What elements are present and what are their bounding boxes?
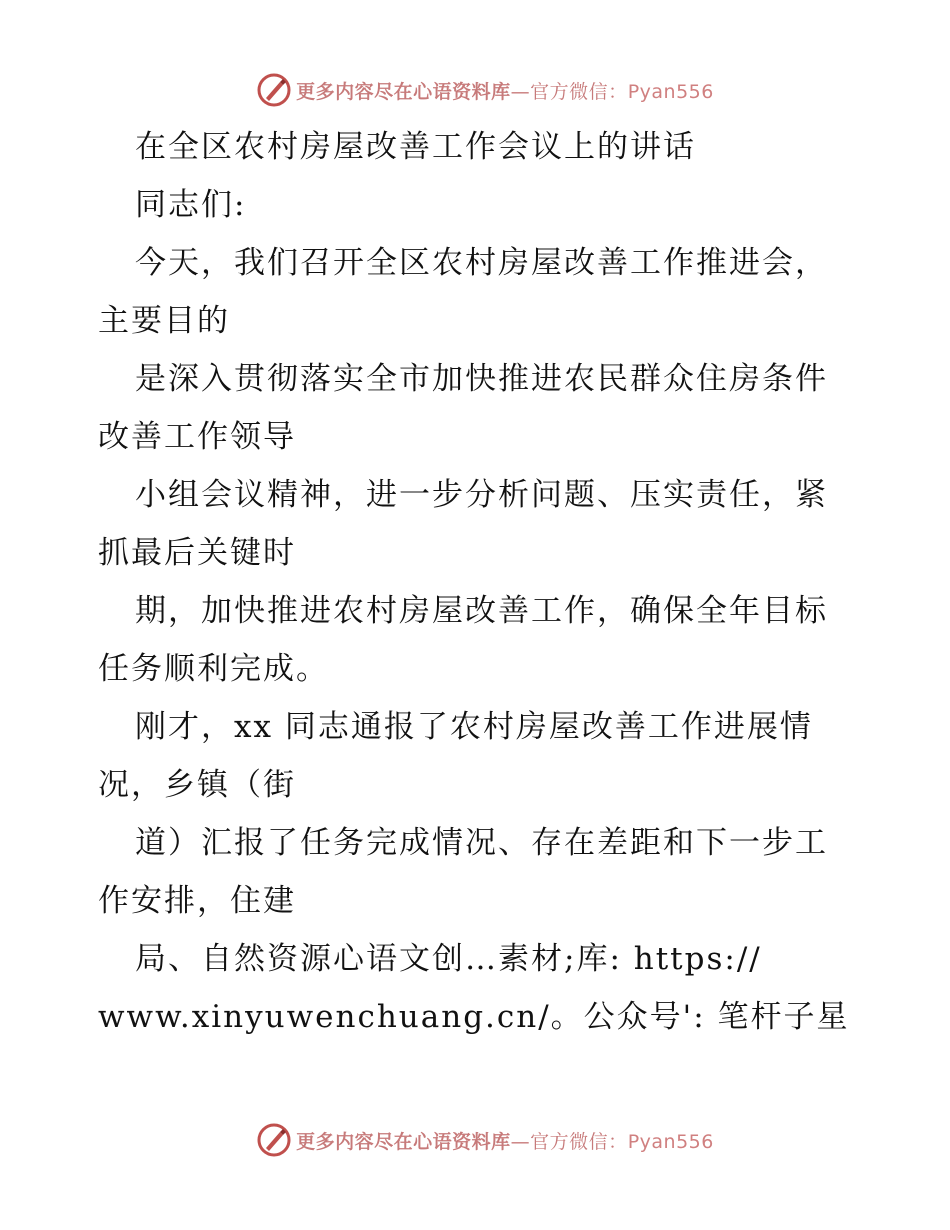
watermark-wechat-id: Pyan556 [627,80,714,103]
salutation: 同志们: [135,187,247,223]
text-line: 是深入贯彻落实全市加快推进农民群众住房条件 [135,361,828,397]
watermark-main-text: 更多内容尽在心语资料库 [296,1130,511,1153]
watermark-footer-inner [256,1122,714,1158]
watermark-separator: — [510,1130,531,1153]
text-line: 今天，我们召开全区农村房屋改善工作推进会， [135,245,828,281]
pen-logo-icon [256,1122,292,1158]
watermark-footer [0,1120,950,1160]
text-line: 道）汇报了任务完成情况、存在差距和下一步工 [135,825,828,861]
watermark-header [0,70,950,110]
watermark-label: 官方微信： [530,80,628,103]
watermark-header-text [296,77,714,104]
text-line: 任务顺利完成。 [98,651,329,687]
watermark-footer-text [296,1127,714,1154]
text-line: 改善工作领导 [98,419,296,455]
watermark-wechat-id: Pyan556 [627,1130,714,1153]
text-line: 小组会议精神，进一步分析问题、压实责任，紧 [135,477,828,513]
text-line: www.xinyuwenchuang.cn/。公众号': 笔杆子星 [98,999,850,1035]
document-body [98,118,858,1046]
text-line: 期，加快推进农村房屋改善工作，确保全年目标 [135,593,828,629]
text-line: 作安排，住建 [98,883,296,919]
text-line: 抓最后关键时 [98,535,296,571]
text-line: 刚才，xx 同志通报了农村房屋改善工作进展情 [135,709,813,745]
pen-logo-icon [256,72,292,108]
text-line: 主要目的 [98,303,230,339]
text-line: 况，乡镇（街 [98,767,296,803]
watermark-label: 官方微信： [530,1130,628,1153]
text-line: 局、自然资源心语文创…素材;库: https:// [135,941,762,977]
watermark-main-text: 更多内容尽在心语资料库 [296,80,511,103]
watermark-header-inner [256,72,714,108]
document-title: 在全区农村房屋改善工作会议上的讲话 [135,129,696,165]
watermark-separator: — [510,80,531,103]
